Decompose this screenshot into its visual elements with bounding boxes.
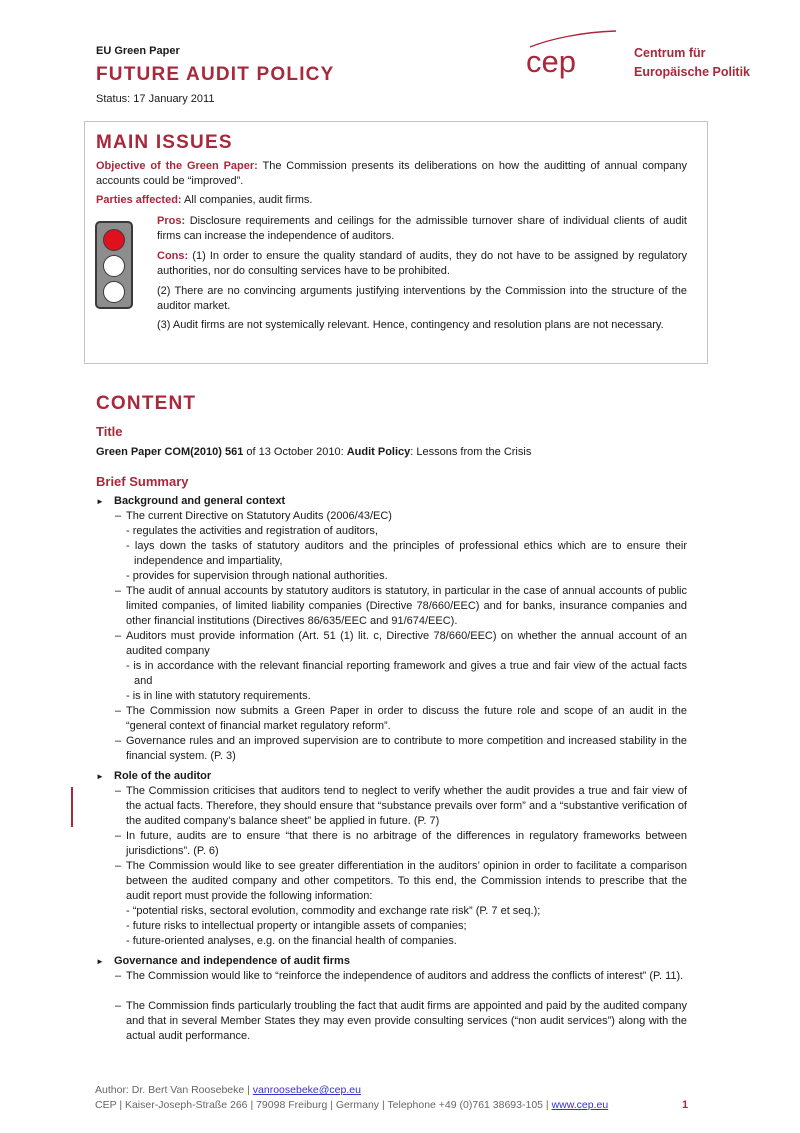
objective-text: The Commission presents its deliberations on how the auditting of annual company accounts could be “improved”. [96,160,687,187]
logo-wordmark: cep [526,44,576,79]
pros-text: Disclosure requirements and ceilings for the admissible turnover share of individual clients of audit firms can increase the independence of auditors. [157,215,687,242]
dash-icon: – [115,735,122,747]
dash-icon: – [115,585,122,597]
section-heading-text: Role of the auditor [114,770,212,782]
section-heading-text: Background and general context [114,495,286,507]
dash-icon: – [115,830,122,842]
section-heading [96,494,285,509]
author-email-link[interactable]: vanroosebeke@cep.eu [252,1084,361,1096]
parties-paragraph [96,193,687,208]
green-paper-topic: Audit Policy [346,446,411,458]
cons-paragraph-1 [157,249,687,279]
page-number: 1 [682,1099,689,1111]
objective-paragraph [96,159,687,189]
arrow-icon: ► [96,497,104,506]
dash-icon: – [115,705,122,717]
list-item: In future, audits are to ensure “that there is no arbitrage of the differences in regulatory frameworks between jurisdictions”. (P. 6) [126,830,687,857]
content-title: CONTENT [96,393,197,414]
list-item: Governance rules and an improved supervision are to contribute to more competition and increased stability in the financial system. (P. 3) [126,735,687,762]
sub-list-item: - lays down the tasks of statutory auditors and the principles of professional ethics which are to ensure their independence and impartiality, [126,540,687,567]
sub-list-item: - regulates the activities and registration of auditors, [126,525,378,537]
list-item: The Commission would like to see greater differentiation in the auditors’ opinion in order to facilitate a comparison between the audited company and other competitors. To this end, the Commission intends to prescribe that the audit report must provide the following information: [126,860,687,902]
section-heading [96,954,350,969]
section-heading-text: Governance and independence of audit firms [114,955,350,967]
footer-author [95,1083,361,1098]
sub-list-item: - is in line with statutory requirements. [126,690,311,702]
objective-label: Objective of the Green Paper: [96,160,258,172]
traffic-light-icon [95,221,133,309]
green-paper-subtitle: : Lessons from the Crisis [410,446,532,458]
cons-text-1: (1) In order to ensure the quality standard of audits, they do not have to be assigned by regulatory authorities, nor do consulting services have to be prohibited. [157,250,687,277]
green-lamp-icon [103,281,125,303]
amber-lamp-icon [103,255,125,277]
sub-list-item: - “potential risks, sectoral evolution, commodity and exchange rate risk” (P. 7 et seq.); [126,905,541,917]
list-item: The Commission now submits a Green Paper in order to discuss the future role and scope of an audit in the “general context of financial market regulatory reform”. [126,705,687,732]
organization-name-line2: Europäische Politik [634,65,751,79]
green-paper-title-line [96,445,531,460]
sub-list-item: - future-oriented analyses, e.g. on the financial health of companies. [126,935,457,947]
main-issues-title: MAIN ISSUES [96,132,233,153]
list-item: The current Directive on Statutory Audits (2006/43/EC) [126,510,392,522]
organization-name-line1: Centrum für [634,46,706,60]
cons-label: Cons: [157,250,189,262]
pros-paragraph [157,214,687,244]
dash-icon: – [115,1000,122,1012]
document-type: EU Green Paper [96,45,180,57]
list-item: Auditors must provide information (Art. 51 (1) lit. c, Directive 78/660/EEC) on whether the annual account of an audited company [126,630,687,657]
website-link[interactable]: www.cep.eu [551,1099,609,1111]
dash-icon: – [115,510,122,522]
document-title: FUTURE AUDIT POLICY [96,64,335,85]
author-name: Author: Dr. Bert Van Roosebeke | [95,1084,253,1096]
brief-summary-heading: Brief Summary [96,474,189,489]
cons-paragraph-3: (3) Audit firms are not systemically relevant. Hence, contingency and resolution plans are not necessary. [157,319,664,331]
address-text: CEP | Kaiser-Joseph-Straße 266 | 79098 Freiburg | Germany | Telephone +49 (0)761 38693-105 | [95,1099,552,1111]
sub-list-item: - provides for supervision through national authorities. [126,570,388,582]
arrow-icon: ► [96,772,104,781]
sub-list-item: - future risks to intellectual property or intangible assets of companies; [126,920,467,932]
list-item: The audit of annual accounts by statutory auditors is statutory, in particular in the case of annual accounts of public limited companies, of limited liability companies (Directive 78/660/EEC) and for banks, insurance companies and other financial institutions (Directives 86/635/EEC and 91/674/EEC). [126,585,687,627]
section-heading [96,769,211,784]
green-paper-date: of 13 October 2010: [243,446,347,458]
footer-address [95,1098,608,1113]
cons-paragraph-2: (2) There are no convincing arguments justifying interventions by the Commission into the structure of the auditor market. [157,285,687,312]
dash-icon: – [115,970,122,982]
list-item: The Commission would like to “reinforce the independence of auditors and address the conflicts of interest” (P. 11). [126,970,684,982]
document-status: Status: 17 January 2011 [96,93,215,105]
dash-icon: – [115,860,122,872]
parties-text: All companies, audit firms. [184,194,313,206]
change-marker [71,787,73,827]
title-heading: Title [96,424,123,439]
dash-icon: – [115,785,122,797]
dash-icon: – [115,630,122,642]
pros-label: Pros: [157,215,186,227]
green-paper-reference: Green Paper COM(2010) 561 [96,446,244,458]
cep-logo [520,30,620,86]
list-item: The Commission finds particularly troubling the fact that audit firms are appointed and paid by the audited company and that in several Member States they may even provide consulting services (“non audit services”) along with the actual audit performance. [126,1000,687,1042]
parties-label: Parties affected: [96,194,182,206]
arrow-icon: ► [96,957,104,966]
sub-list-item: - is in accordance with the relevant financial reporting framework and gives a true and fair view of the actual facts and [126,660,687,687]
organization-name [634,44,750,82]
list-item: The Commission criticises that auditors tend to neglect to verify whether the audit provides a true and fair view of the actual facts. Therefore, they should ensure that “substance prevails over form” and a “substantive verification of the audited company’s balance sheet” be applied in future. (P. 7) [126,785,687,827]
red-lamp-icon [103,229,125,251]
